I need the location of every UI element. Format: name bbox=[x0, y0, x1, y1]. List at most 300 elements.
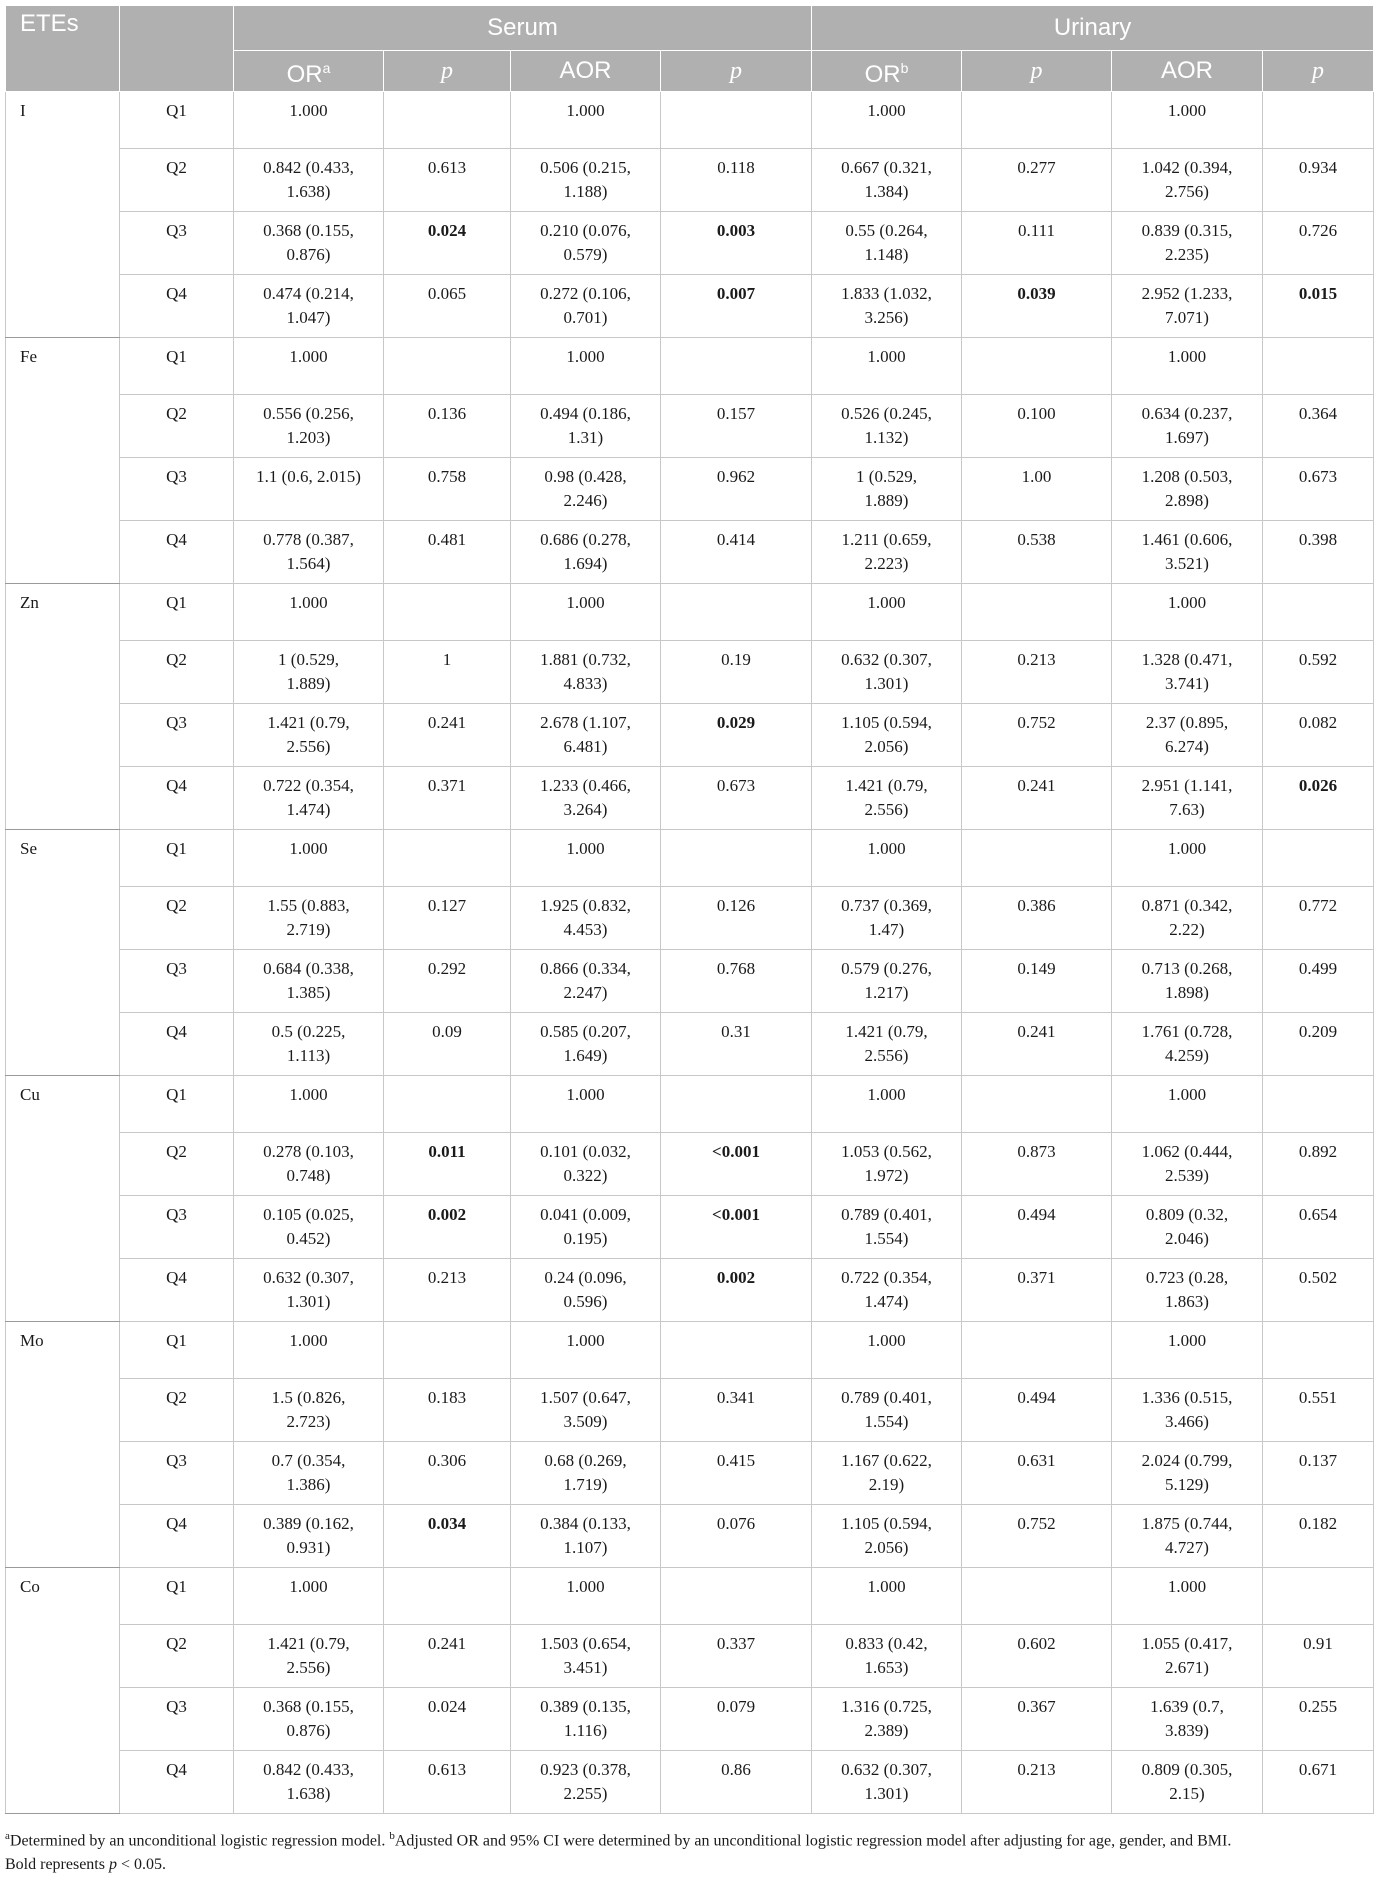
footnote-b-text: Adjusted OR and 95% CI were determined by an unconditional logistic regression model after adjusting for age, gender, and BMI. bbox=[394, 1832, 1232, 1850]
cell-line: 1.972) bbox=[864, 1166, 909, 1185]
data-cell bbox=[1263, 1076, 1374, 1133]
data-cell bbox=[962, 395, 1112, 458]
data-cell bbox=[234, 1259, 384, 1322]
cell-line: 0.91 bbox=[1303, 1634, 1333, 1653]
cell-line: 1.898) bbox=[1165, 983, 1209, 1002]
cell-line: 0.31 bbox=[721, 1022, 751, 1041]
cell-line: 0.737 (0.369, bbox=[841, 896, 932, 915]
cell-line: 0.026 bbox=[1298, 776, 1338, 795]
cell-line: 3.451) bbox=[563, 1658, 608, 1677]
data-cell bbox=[511, 1196, 661, 1259]
data-cell bbox=[661, 1259, 812, 1322]
data-cell bbox=[661, 149, 812, 212]
data-cell bbox=[1112, 1625, 1263, 1688]
cell-line: 0.101 (0.032, bbox=[540, 1142, 631, 1161]
cell-line: 0.367 bbox=[1017, 1697, 1056, 1716]
data-cell bbox=[661, 1076, 812, 1133]
quartile-label: Q3 bbox=[120, 212, 234, 275]
cell-line: 0.98 (0.428, bbox=[544, 467, 627, 486]
cell-line: 0.24 (0.096, bbox=[544, 1268, 627, 1287]
cell-line: 1.132) bbox=[864, 428, 909, 447]
cell-line: 1.000 bbox=[566, 347, 605, 366]
cell-line: 1.697) bbox=[1165, 428, 1209, 447]
cell-line: 2.678 (1.107, bbox=[540, 713, 631, 732]
cell-line: 0.726 bbox=[1298, 221, 1338, 240]
cell-line: 2.056) bbox=[864, 737, 909, 756]
data-cell bbox=[1112, 458, 1263, 521]
cell-line: 0.86 bbox=[721, 1760, 751, 1779]
cell-line: 2.719) bbox=[286, 920, 331, 939]
cell-line: 1.000 bbox=[289, 593, 328, 612]
cell-line: 0.213 bbox=[427, 1268, 467, 1287]
footnote-bold-var: p bbox=[108, 1856, 117, 1874]
quartile-label: Q1 bbox=[120, 584, 234, 641]
cell-line: 0.474 (0.214, bbox=[263, 284, 354, 303]
quartile-label: Q2 bbox=[120, 149, 234, 212]
cell-line: 1.761 (0.728, bbox=[1141, 1022, 1233, 1041]
data-cell bbox=[962, 149, 1112, 212]
cell-line: 0.686 (0.278, bbox=[540, 530, 631, 549]
data-cell bbox=[812, 830, 962, 887]
cell-line: 0.494 (0.186, bbox=[540, 404, 631, 423]
table-row bbox=[6, 395, 1374, 458]
results-table bbox=[5, 5, 1374, 1814]
data-cell bbox=[1263, 704, 1374, 767]
cell-line: 0.592 bbox=[1298, 650, 1338, 669]
cell-line: 0.278 (0.103, bbox=[263, 1142, 354, 1161]
data-cell bbox=[812, 1568, 962, 1625]
data-cell bbox=[511, 458, 661, 521]
cell-line: 0.892 bbox=[1298, 1142, 1338, 1161]
cell-line: 0.007 bbox=[716, 284, 756, 303]
data-cell bbox=[962, 1751, 1112, 1814]
data-cell bbox=[1112, 704, 1263, 767]
data-cell bbox=[1263, 1013, 1374, 1076]
cell-line: 1.55 (0.883, bbox=[267, 896, 350, 915]
data-cell bbox=[962, 275, 1112, 338]
quartile-label: Q2 bbox=[120, 887, 234, 950]
data-cell bbox=[511, 149, 661, 212]
cell-line: 1 (0.529, bbox=[856, 467, 917, 486]
cell-line: 1.1 (0.6, 2.015) bbox=[256, 467, 361, 486]
cell-line: 0.778 (0.387, bbox=[263, 530, 354, 549]
cell-line: 0.337 bbox=[716, 1634, 756, 1653]
cell-line: 2.19) bbox=[868, 1475, 905, 1494]
data-cell bbox=[511, 1751, 661, 1814]
cell-line: 0.654 bbox=[1298, 1205, 1338, 1224]
cell-line: 0.002 bbox=[427, 1205, 467, 1224]
cell-line: 0.213 bbox=[1017, 650, 1056, 669]
data-cell bbox=[962, 704, 1112, 767]
data-cell bbox=[962, 887, 1112, 950]
data-cell bbox=[812, 1688, 962, 1751]
cell-line: 1.554) bbox=[864, 1229, 909, 1248]
data-cell bbox=[511, 521, 661, 584]
data-cell bbox=[1263, 1442, 1374, 1505]
data-cell bbox=[1263, 149, 1374, 212]
data-cell bbox=[384, 1751, 511, 1814]
cell-line: 0.579 (0.276, bbox=[841, 959, 932, 978]
header-subcol-label: AOR bbox=[559, 57, 612, 84]
footnote-a-mark: a bbox=[5, 1830, 10, 1842]
data-cell bbox=[511, 1322, 661, 1379]
table-row bbox=[6, 1751, 1374, 1814]
cell-line: 0.255 bbox=[1298, 1697, 1338, 1716]
data-cell bbox=[234, 1751, 384, 1814]
data-cell bbox=[384, 149, 511, 212]
cell-line: 0.082 bbox=[1298, 713, 1338, 732]
cell-line: 1.148) bbox=[864, 245, 909, 264]
cell-line: 0.011 bbox=[428, 1142, 466, 1161]
cell-line: 1.000 bbox=[1167, 593, 1207, 612]
cell-line: 0.752 bbox=[1017, 1514, 1056, 1533]
data-cell bbox=[511, 1505, 661, 1568]
data-cell bbox=[234, 1505, 384, 1568]
cell-line: 1.105 (0.594, bbox=[841, 713, 932, 732]
data-cell bbox=[234, 767, 384, 830]
table-row bbox=[6, 458, 1374, 521]
cell-line: 0.183 bbox=[427, 1388, 467, 1407]
cell-line: 0.866 (0.334, bbox=[540, 959, 631, 978]
cell-line: 1.000 bbox=[1167, 347, 1207, 366]
table-row bbox=[6, 584, 1374, 641]
cell-line: 3.264) bbox=[563, 800, 608, 819]
cell-line: 0.024 bbox=[427, 221, 467, 240]
data-cell bbox=[1112, 1751, 1263, 1814]
cell-line: 0.842 (0.433, bbox=[263, 158, 354, 177]
data-cell bbox=[1112, 887, 1263, 950]
data-cell bbox=[234, 1688, 384, 1751]
cell-line: 1.000 bbox=[867, 1577, 906, 1596]
cell-line: 0.494 bbox=[1017, 1388, 1056, 1407]
ete-label: Se bbox=[6, 830, 120, 1076]
data-cell bbox=[384, 1196, 511, 1259]
data-cell bbox=[384, 1568, 511, 1625]
cell-line: 0.876) bbox=[286, 245, 331, 264]
cell-line: 2.22) bbox=[1169, 920, 1205, 939]
data-cell bbox=[1263, 521, 1374, 584]
data-cell bbox=[962, 1196, 1112, 1259]
header-subcol-7 bbox=[1263, 51, 1374, 92]
ete-label: I bbox=[6, 92, 120, 338]
data-cell bbox=[661, 584, 812, 641]
data-cell bbox=[962, 830, 1112, 887]
data-cell bbox=[511, 1688, 661, 1751]
cell-line: 1.000 bbox=[867, 1331, 906, 1350]
data-cell bbox=[812, 641, 962, 704]
cell-line: 0.538 bbox=[1017, 530, 1056, 549]
cell-line: 0.809 (0.305, bbox=[1141, 1760, 1233, 1779]
data-cell bbox=[1112, 521, 1263, 584]
data-cell bbox=[511, 704, 661, 767]
cell-line: 2.723) bbox=[286, 1412, 331, 1431]
cell-line: 1.203) bbox=[286, 428, 331, 447]
cell-line: 0.136 bbox=[427, 404, 467, 423]
cell-line: 1.316 (0.725, bbox=[841, 1697, 932, 1716]
data-cell bbox=[511, 584, 661, 641]
cell-line: 2.223) bbox=[864, 554, 909, 573]
cell-line: 0.871 (0.342, bbox=[1141, 896, 1233, 915]
data-cell bbox=[661, 212, 812, 275]
data-cell bbox=[1263, 1133, 1374, 1196]
data-cell bbox=[812, 338, 962, 395]
data-cell bbox=[1263, 275, 1374, 338]
cell-line: 2.952 (1.233, bbox=[1141, 284, 1233, 303]
cell-line: 1.719) bbox=[563, 1475, 608, 1494]
data-cell bbox=[384, 950, 511, 1013]
data-cell bbox=[1112, 641, 1263, 704]
cell-line: 0.041 (0.009, bbox=[540, 1205, 631, 1224]
cell-line: 2.951 (1.141, bbox=[1141, 776, 1233, 795]
cell-line: 1.474) bbox=[864, 1292, 909, 1311]
data-cell bbox=[812, 1322, 962, 1379]
header-subcol-5 bbox=[962, 51, 1112, 92]
data-cell bbox=[661, 1568, 812, 1625]
data-cell bbox=[511, 641, 661, 704]
data-cell bbox=[1112, 1379, 1263, 1442]
table-row bbox=[6, 1688, 1374, 1751]
cell-line: 1.000 bbox=[289, 1577, 328, 1596]
data-cell bbox=[384, 1133, 511, 1196]
data-cell bbox=[661, 1751, 812, 1814]
table-body bbox=[6, 92, 1374, 1814]
quartile-label: Q1 bbox=[120, 92, 234, 149]
cell-line: 1.000 bbox=[1167, 1331, 1207, 1350]
cell-line: 1.055 (0.417, bbox=[1141, 1634, 1233, 1653]
table-row bbox=[6, 1505, 1374, 1568]
cell-line: 0.768 bbox=[716, 959, 756, 978]
cell-line: 0.414 bbox=[716, 530, 756, 549]
cell-line: 0.341 bbox=[716, 1388, 756, 1407]
data-cell bbox=[962, 1133, 1112, 1196]
data-cell bbox=[962, 92, 1112, 149]
cell-line: 0.632 (0.307, bbox=[841, 650, 932, 669]
data-cell bbox=[1112, 1568, 1263, 1625]
quartile-label: Q2 bbox=[120, 395, 234, 458]
cell-line: 0.364 bbox=[1298, 404, 1338, 423]
quartile-label: Q3 bbox=[120, 1442, 234, 1505]
table-row bbox=[6, 1133, 1374, 1196]
cell-line: 1.336 (0.515, bbox=[1141, 1388, 1233, 1407]
data-cell bbox=[812, 704, 962, 767]
table-row bbox=[6, 704, 1374, 767]
header-subcol-label: AOR bbox=[1160, 57, 1213, 84]
cell-line: 0.809 (0.32, bbox=[1145, 1205, 1229, 1224]
data-cell bbox=[234, 1076, 384, 1133]
cell-line: 0.100 bbox=[1017, 404, 1056, 423]
data-cell bbox=[962, 584, 1112, 641]
cell-line: 1.042 (0.394, bbox=[1141, 158, 1233, 177]
cell-line: 0.68 (0.269, bbox=[544, 1451, 627, 1470]
cell-line: 0.306 bbox=[427, 1451, 467, 1470]
data-cell bbox=[1112, 950, 1263, 1013]
data-cell bbox=[962, 1076, 1112, 1133]
cell-line: 2.756) bbox=[1165, 182, 1209, 201]
cell-line: 5.129) bbox=[1165, 1475, 1209, 1494]
data-cell bbox=[384, 1076, 511, 1133]
cell-line: 0.789 (0.401, bbox=[841, 1205, 932, 1224]
cell-line: 0.748) bbox=[286, 1166, 331, 1185]
cell-line: 0.667 (0.321, bbox=[841, 158, 932, 177]
cell-line: 2.556) bbox=[864, 1046, 909, 1065]
data-cell bbox=[1112, 1259, 1263, 1322]
data-cell bbox=[511, 1568, 661, 1625]
data-cell bbox=[661, 1688, 812, 1751]
data-cell bbox=[962, 1442, 1112, 1505]
cell-line: 0.126 bbox=[716, 896, 756, 915]
data-cell bbox=[1112, 1013, 1263, 1076]
cell-line: 1.107) bbox=[563, 1538, 608, 1557]
cell-line: 0.923 (0.378, bbox=[540, 1760, 631, 1779]
data-cell bbox=[384, 395, 511, 458]
cell-line: 2.556) bbox=[864, 800, 909, 819]
cell-line: 0.526 (0.245, bbox=[841, 404, 932, 423]
cell-line: 0.873 bbox=[1017, 1142, 1056, 1161]
cell-line: 0.579) bbox=[563, 245, 608, 264]
data-cell bbox=[511, 830, 661, 887]
data-cell bbox=[661, 641, 812, 704]
quartile-label: Q4 bbox=[120, 1751, 234, 1814]
cell-line: 1.649) bbox=[563, 1046, 608, 1065]
cell-line: 0.272 (0.106, bbox=[540, 284, 631, 303]
data-cell bbox=[1112, 212, 1263, 275]
header-subcol-label: p bbox=[1312, 58, 1325, 84]
cell-line: 0.613 bbox=[427, 1760, 467, 1779]
cell-line: 0.398 bbox=[1298, 530, 1338, 549]
quartile-label: Q3 bbox=[120, 704, 234, 767]
cell-line: 0.149 bbox=[1017, 959, 1056, 978]
data-cell bbox=[511, 1625, 661, 1688]
data-cell bbox=[234, 149, 384, 212]
cell-line: 1.564) bbox=[286, 554, 331, 573]
cell-line: 1 bbox=[442, 650, 452, 669]
data-cell bbox=[661, 1379, 812, 1442]
cell-line: 1.000 bbox=[566, 1331, 605, 1350]
cell-line: 0.934 bbox=[1298, 158, 1338, 177]
data-cell bbox=[962, 521, 1112, 584]
cell-line: 2.247) bbox=[563, 983, 608, 1002]
data-cell bbox=[511, 1133, 661, 1196]
cell-line: 0.634 (0.237, bbox=[1141, 404, 1233, 423]
cell-line: 0.596) bbox=[563, 1292, 608, 1311]
data-cell bbox=[1112, 1505, 1263, 1568]
data-cell bbox=[384, 704, 511, 767]
data-cell bbox=[384, 1013, 511, 1076]
footnote-a-text: Determined by an unconditional logistic regression model. bbox=[9, 1832, 386, 1850]
data-cell bbox=[511, 950, 661, 1013]
data-cell bbox=[384, 1688, 511, 1751]
cell-line: 1.000 bbox=[1167, 101, 1207, 120]
cell-line: 2.046) bbox=[1165, 1229, 1209, 1248]
cell-line: 1.5 (0.826, bbox=[271, 1388, 346, 1407]
data-cell bbox=[962, 767, 1112, 830]
data-cell bbox=[384, 1625, 511, 1688]
data-cell bbox=[812, 1442, 962, 1505]
header-subcol-label: p bbox=[441, 58, 453, 84]
cell-line: 2.15) bbox=[1169, 1784, 1205, 1803]
data-cell bbox=[962, 1625, 1112, 1688]
table-row bbox=[6, 1442, 1374, 1505]
cell-line: 0.19 bbox=[721, 650, 751, 669]
cell-line: 1.000 bbox=[1167, 1577, 1207, 1596]
data-cell bbox=[661, 1322, 812, 1379]
data-cell bbox=[234, 395, 384, 458]
cell-line: 1.875 (0.744, bbox=[1141, 1514, 1233, 1533]
table-row bbox=[6, 149, 1374, 212]
cell-line: 1.385) bbox=[286, 983, 331, 1002]
cell-line: 1.47) bbox=[868, 920, 905, 939]
cell-line: 1.000 bbox=[289, 347, 328, 366]
ete-label: Zn bbox=[6, 584, 120, 830]
header-subcol-6 bbox=[1112, 51, 1263, 92]
quartile-label: Q1 bbox=[120, 338, 234, 395]
data-cell bbox=[812, 767, 962, 830]
cell-line: 0.241 bbox=[427, 1634, 467, 1653]
data-cell bbox=[234, 584, 384, 641]
data-cell bbox=[1112, 1196, 1263, 1259]
data-cell bbox=[384, 92, 511, 149]
data-cell bbox=[962, 1505, 1112, 1568]
data-cell bbox=[812, 1751, 962, 1814]
data-cell bbox=[812, 275, 962, 338]
cell-line: 0.09 bbox=[432, 1022, 462, 1041]
data-cell bbox=[962, 1322, 1112, 1379]
data-cell bbox=[661, 521, 812, 584]
cell-line: 0.962 bbox=[716, 467, 756, 486]
cell-line: 1.889) bbox=[286, 674, 331, 693]
cell-line: 2.556) bbox=[286, 1658, 331, 1677]
data-cell bbox=[1112, 584, 1263, 641]
cell-line: 0.002 bbox=[716, 1268, 756, 1287]
cell-line: 3.839) bbox=[1165, 1721, 1209, 1740]
data-cell bbox=[1112, 1688, 1263, 1751]
header-urinary: Urinary bbox=[812, 6, 1374, 51]
cell-line: 1.421 (0.79, bbox=[267, 713, 350, 732]
data-cell bbox=[661, 395, 812, 458]
data-cell bbox=[1263, 212, 1374, 275]
data-cell bbox=[812, 1133, 962, 1196]
data-cell bbox=[812, 395, 962, 458]
data-cell bbox=[234, 458, 384, 521]
cell-line: 3.741) bbox=[1165, 674, 1209, 693]
cell-line: 0.551 bbox=[1298, 1388, 1338, 1407]
cell-line: 0.368 (0.155, bbox=[263, 1697, 354, 1716]
cell-line: 1 (0.529, bbox=[278, 650, 339, 669]
quartile-label: Q3 bbox=[120, 950, 234, 1013]
cell-line: 1.421 (0.79, bbox=[267, 1634, 350, 1653]
data-cell bbox=[511, 1379, 661, 1442]
data-cell bbox=[661, 830, 812, 887]
cell-line: 2.539) bbox=[1165, 1166, 1209, 1185]
cell-line: 0.481 bbox=[427, 530, 467, 549]
cell-line: 0.506 (0.215, bbox=[540, 158, 631, 177]
data-cell bbox=[234, 275, 384, 338]
data-cell bbox=[511, 92, 661, 149]
header-subcol-label: p bbox=[730, 58, 742, 84]
table-row bbox=[6, 1076, 1374, 1133]
data-cell bbox=[661, 92, 812, 149]
cell-line: 0.556 (0.256, bbox=[263, 404, 354, 423]
cell-line: 1.188) bbox=[563, 182, 608, 201]
data-cell bbox=[812, 887, 962, 950]
cell-line: 0.322) bbox=[563, 1166, 608, 1185]
cell-line: 1.507 (0.647, bbox=[540, 1388, 631, 1407]
data-cell bbox=[1112, 1133, 1263, 1196]
data-cell bbox=[1263, 1751, 1374, 1814]
data-cell bbox=[1263, 395, 1374, 458]
header-subcol-0 bbox=[234, 51, 384, 92]
cell-line: 0.723 (0.28, bbox=[1145, 1268, 1229, 1287]
